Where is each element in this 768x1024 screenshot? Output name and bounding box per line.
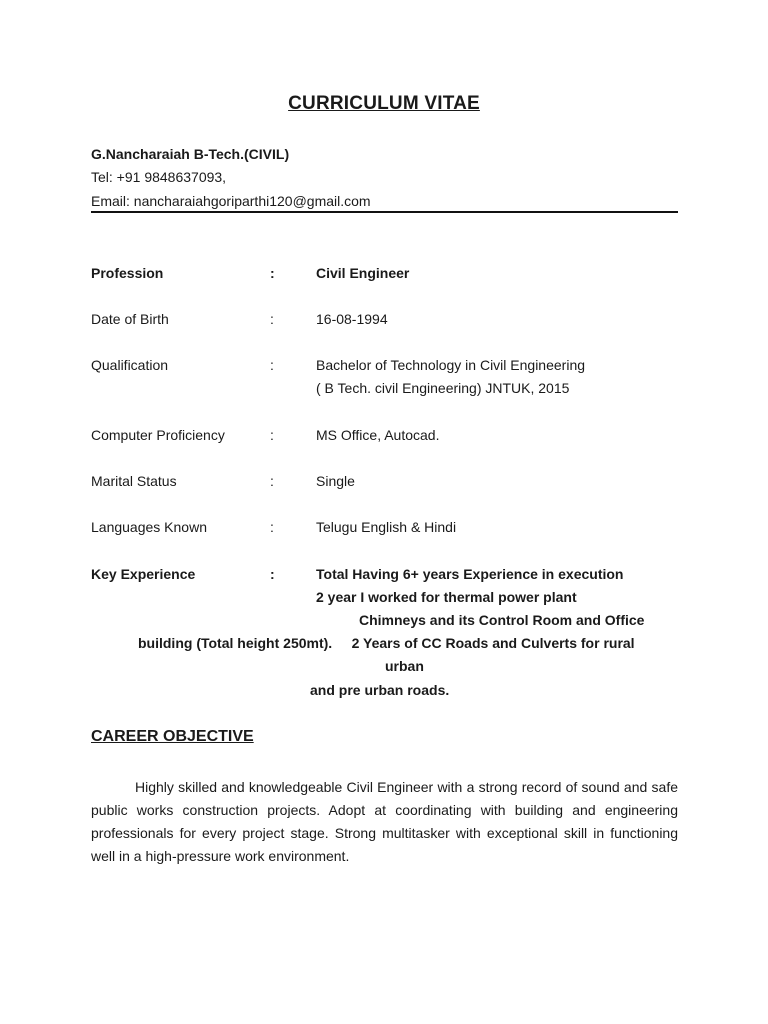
profession-value: Civil Engineer <box>316 265 410 281</box>
dob-label: Date of Birth <box>91 311 169 327</box>
key-experience-line: urban <box>385 658 424 674</box>
key-experience-line: Total Having 6+ years Experience in execution <box>316 566 624 582</box>
separator: : <box>270 357 274 373</box>
marital-label: Marital Status <box>91 473 177 489</box>
separator: : <box>270 311 274 327</box>
separator: : <box>270 566 275 582</box>
email-address: Email: nancharaiahgoriparthi120@gmail.com <box>91 193 371 209</box>
separator: : <box>270 265 275 281</box>
row-languages <box>91 519 678 539</box>
marital-value: Single <box>316 473 355 489</box>
profession-label: Profession <box>91 265 164 281</box>
key-experience-line: 2 year I worked for thermal power plant <box>316 589 577 605</box>
row-profession <box>91 265 678 285</box>
row-qualification <box>91 357 678 377</box>
row-computer-proficiency <box>91 427 678 447</box>
row-qualification-cont <box>91 380 678 400</box>
separator: : <box>270 473 274 489</box>
separator: : <box>270 519 274 535</box>
dob-value: 16-08-1994 <box>316 311 388 327</box>
document-title: CURRICULUM VITAE <box>288 93 480 114</box>
phone-number: Tel: +91 9848637093, <box>91 169 227 185</box>
key-experience-line: Chimneys and its Control Room and Office <box>359 612 645 628</box>
career-objective-heading: CAREER OBJECTIVE <box>91 728 254 745</box>
row-dob <box>91 311 678 331</box>
qualification-value-line2: ( B Tech. civil Engineering) JNTUK, 2015 <box>316 380 570 396</box>
computer-label: Computer Proficiency <box>91 427 225 443</box>
qualification-label: Qualification <box>91 357 169 373</box>
key-experience-label: Key Experience <box>91 566 196 582</box>
row-key-experience <box>91 566 678 586</box>
key-experience-line: building (Total height 250mt). 2 Years of CC Roads and Culverts for rural <box>138 635 635 651</box>
languages-value: Telugu English & Hindi <box>316 519 457 535</box>
qualification-value-line1: Bachelor of Technology in Civil Engineering <box>316 357 586 373</box>
separator: : <box>270 427 274 443</box>
key-experience-line: and pre urban roads. <box>310 682 450 698</box>
header-divider <box>91 211 678 213</box>
row-marital-status <box>91 473 678 493</box>
languages-label: Languages Known <box>91 519 207 535</box>
candidate-name: G.Nancharaiah B-Tech.(CIVIL) <box>91 146 290 162</box>
career-objective-text: Highly skilled and knowledgeable Civil Engineer with a strong record of sound and safe public works construction projects. Adopt at coordinating with building and engineering professionals for every project stage. Strong multitasker with exceptional skill in functioning well in a high-pressure work environment. <box>91 779 678 864</box>
computer-value: MS Office, Autocad. <box>316 427 440 443</box>
